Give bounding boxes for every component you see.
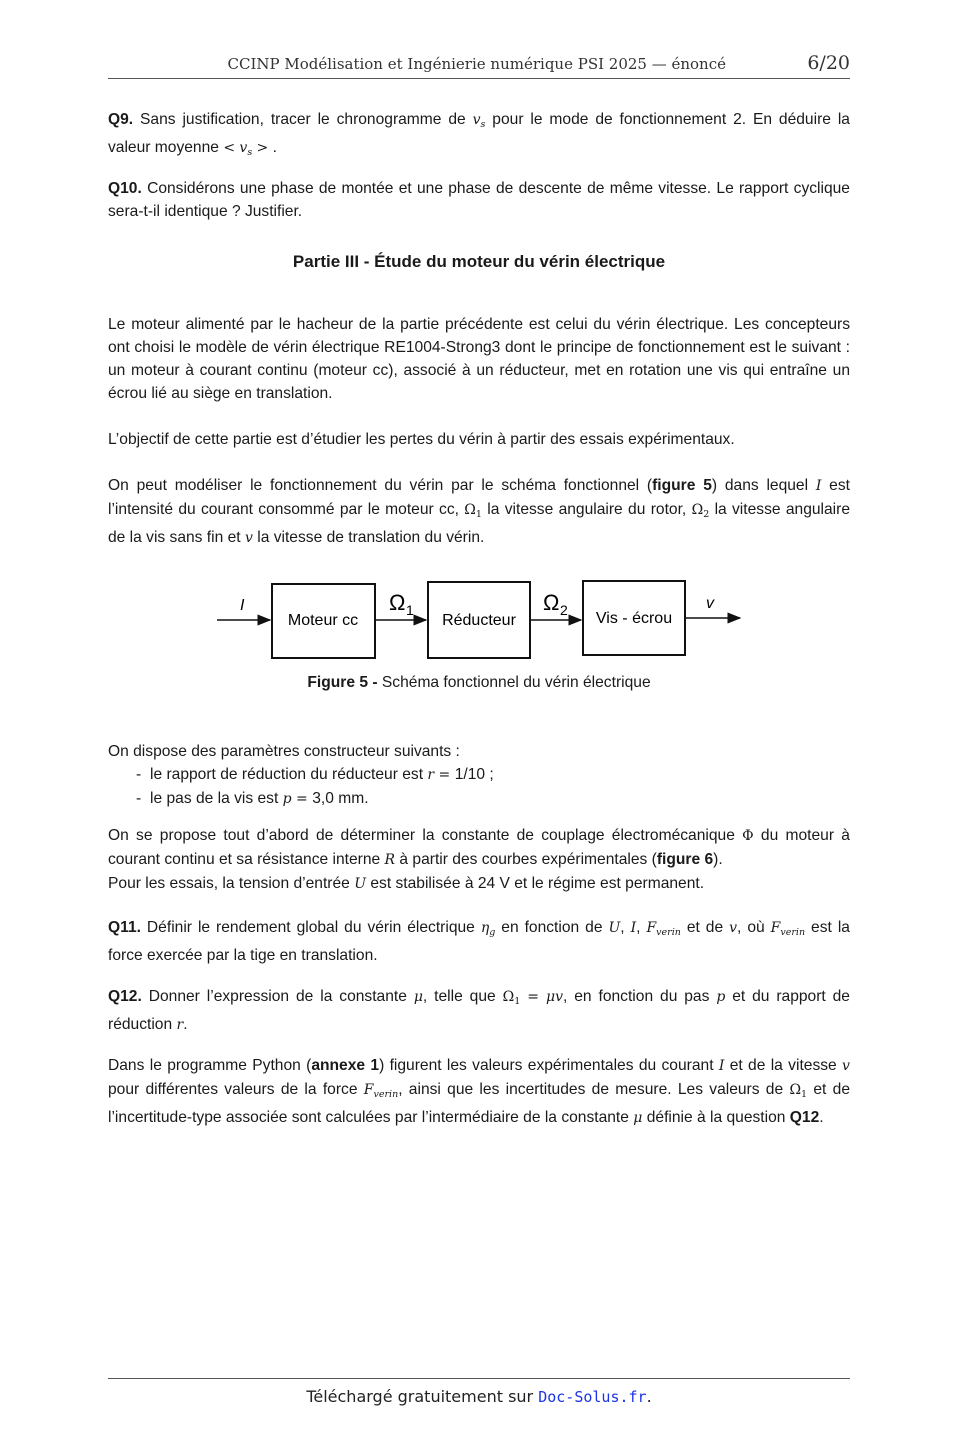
output-label: v: [706, 595, 714, 612]
q9-open: <: [223, 140, 236, 156]
list-item: [108, 763, 850, 787]
var-R: R: [384, 852, 396, 868]
para4-t1: On se propose tout d’abord de déterminer la constante de couplage électromécanique: [108, 827, 735, 844]
para5-t6: et de l’incertitude-type associée sont calculées par l’intermédiaire de la constante: [108, 1081, 850, 1126]
q12-label: Q12.: [108, 988, 142, 1005]
para4-t3: à partir des courbes expérimentales (: [399, 851, 657, 868]
paragraph-objective: L’objectif de cette partie est d’étudier les pertes du vérin à partir des essais expérimentaux.: [108, 431, 735, 448]
q12-t1: Donner l’expression de la constante: [148, 988, 407, 1005]
q11-t3: et de: [686, 919, 724, 936]
para5-t7: définie à la question: [646, 1109, 786, 1126]
param2-eq: =: [291, 791, 313, 807]
q9-text-1: Sans justification, tracer le chronogramme de: [140, 111, 466, 128]
var-phi: Φ: [742, 828, 754, 844]
question-q12: [108, 985, 850, 1037]
caption-label: Figure 5 -: [307, 674, 378, 691]
para5-t3: et de la vitesse: [729, 1057, 837, 1074]
block-reducteur-label: Réducteur: [442, 612, 516, 629]
q9-close: >: [256, 140, 269, 156]
q12-eq: = μv: [520, 989, 564, 1005]
block-vis-ecrou-label: Vis - écrou: [595, 610, 673, 627]
footer-text: Téléchargé gratuitement sur: [306, 1387, 534, 1406]
param1-var: r: [427, 767, 435, 783]
para5-t5: , ainsi que les incertitudes de mesure. Les valeurs de: [398, 1081, 784, 1098]
para4-t2: du moteur à courant continu et sa résistance interne: [108, 827, 850, 868]
omega-1-subscript: 1: [406, 602, 414, 618]
paragraph-model: [108, 474, 850, 550]
input-label: I: [240, 597, 245, 614]
para5-I: I: [718, 1058, 725, 1074]
omega-1-label: Ω: [389, 590, 406, 615]
q11-U: U: [608, 920, 621, 936]
q12-omega-sub: 1: [514, 996, 521, 1007]
para3-t1: On peut modéliser le fonctionnement du vérin par le schéma fonctionnel (: [108, 477, 653, 494]
para5-omega-sub: 1: [801, 1089, 808, 1100]
page-number: 6/20: [807, 52, 850, 74]
q9-var: v: [472, 112, 481, 128]
q11-t1: Définir le rendement global du vérin électrique: [146, 919, 475, 936]
para5-t4: pour différentes valeurs de la force: [108, 1081, 358, 1098]
param2-var: p: [282, 791, 292, 807]
para5-t2: ) figurent les valeurs expérimentales du courant: [379, 1057, 714, 1074]
var-v: v: [244, 530, 253, 546]
q9-label: Q9.: [108, 111, 134, 128]
para5-t1: Dans le programme Python (: [108, 1057, 312, 1074]
footer-link[interactable]: Doc-Solus.fr: [538, 1388, 647, 1406]
annexe-ref: annexe 1: [311, 1057, 380, 1074]
header-title: CCINP Modélisation et Ingénierie numérique PSI 2025 — énoncé: [227, 55, 726, 73]
q12-t2: , telle que: [422, 988, 496, 1005]
para3-t6: la vitesse de translation du vérin.: [257, 529, 485, 546]
para4-t4: ).: [713, 851, 723, 868]
q12-t3: , en fonction du pas: [563, 988, 710, 1005]
param1-text: le rapport de réduction du réducteur est: [150, 766, 424, 783]
var-I: I: [815, 478, 822, 494]
q11-F-2: F: [770, 920, 781, 936]
para3-t5: la vitesse angulaire de la vis sans fin et: [108, 501, 851, 546]
block-moteur-label: Moteur cc: [287, 612, 359, 629]
q9-text-3: .: [272, 139, 277, 156]
params-list: [108, 763, 850, 811]
param2-text: le pas de la vis est: [150, 790, 279, 807]
para5-omega: Ω: [789, 1082, 802, 1098]
omega-1-sub: 1: [475, 509, 482, 520]
figure-caption: [108, 674, 850, 692]
q11-label: Q11.: [108, 919, 141, 936]
caption-text: Schéma fonctionnel du vérin électrique: [377, 674, 651, 691]
param2-value: 3,0 mm.: [312, 790, 369, 807]
omega-2-label: Ω: [543, 590, 560, 615]
paragraph-constants: [108, 824, 850, 896]
var-mu: μ: [413, 989, 423, 1005]
q10-text: Considérons une phase de montée et une phase de descente de même vitesse. Le rapport cyclique sera-t-il identique ? Justifier.: [108, 180, 850, 220]
q12-omega: Ω: [502, 989, 515, 1005]
para4-t5: Pour les essais, la tension d’entrée: [108, 875, 350, 892]
para5-F: F: [363, 1082, 374, 1098]
page-footer: [108, 1378, 850, 1406]
para5-F-sub: verin: [373, 1089, 399, 1100]
list-item: [108, 787, 850, 811]
page-header: [108, 52, 850, 79]
para5-v: v: [842, 1058, 850, 1074]
figure-6-ref: figure 6: [656, 851, 714, 868]
q9-var-sub: s: [480, 119, 486, 130]
para4-t6: est stabilisée à 24 V et le régime est permanent.: [370, 875, 705, 892]
question-q9: [108, 108, 850, 164]
q11-I: I: [630, 920, 637, 936]
q11-v: v: [729, 920, 738, 936]
footer-end: .: [646, 1387, 652, 1406]
var-eta: η: [480, 920, 490, 936]
q9-var-2: v: [239, 140, 248, 156]
para3-t3: est l’intensité du courant consommé par le moteur cc,: [108, 477, 850, 518]
param1-eq: =: [434, 767, 455, 783]
section-title: Partie III - Étude du moteur du vérin électrique: [292, 252, 666, 271]
var-omega-1: Ω: [464, 502, 476, 518]
q12-t5: .: [183, 1016, 188, 1033]
eta-sub: g: [489, 927, 496, 938]
q9-var-sub-2: s: [247, 147, 253, 158]
q11-F: F: [646, 920, 657, 936]
block-diagram: [108, 572, 758, 668]
q12-t4: et du rapport de réduction: [108, 988, 850, 1033]
omega-2-subscript: 2: [560, 602, 568, 618]
figure-ref: figure 5: [652, 477, 712, 494]
q10-label: Q10.: [108, 180, 142, 197]
params-intro: On dispose des paramètres constructeur suivants :: [108, 743, 460, 760]
param1-value: 1/10 ;: [454, 766, 494, 783]
q12-p: p: [716, 989, 726, 1005]
q11-F-sub: verin: [656, 927, 681, 938]
var-U: U: [354, 876, 366, 892]
omega-2-sub: 2: [703, 509, 710, 520]
q11-t5: est la force exercée par la tige en translation.: [108, 919, 850, 964]
q12-ref: Q12: [789, 1109, 820, 1126]
q9-text-2: pour le mode de fonctionnement 2. En déduire la valeur moyenne: [108, 111, 850, 156]
para5-mu: μ: [633, 1110, 643, 1126]
para5-t8: .: [819, 1109, 824, 1126]
paragraph-intro: Le moteur alimenté par le hacheur de la partie précédente est celui du vérin électrique. Les concepteurs ont choisi le modèle de vérin électrique RE1004-Strong3 dont le principe de fonctionnement est le suivant : un moteur à courant continu (moteur cc), associé à un réducteur, met en rotation une vis qui entraîne un écrou lié au siège en translation.: [108, 316, 850, 402]
para3-t4: la vitesse angulaire du rotor,: [487, 501, 687, 518]
question-q10: [108, 177, 850, 223]
q11-t4: , où: [737, 919, 765, 936]
paragraph-python: [108, 1054, 850, 1130]
q11-t2: en fonction de: [501, 919, 603, 936]
question-q11: Q11. Définir le rendement global du vérin électrique $\eta_g$ en fonction de U, I, $F_{verin}$ et de v, où $F_{verin}$ est la force exercée par la tige en translation.: [108, 919, 850, 964]
para3-t2: ) dans lequel: [711, 477, 809, 494]
q12-r: r: [176, 1017, 184, 1033]
q11-F-sub-2: verin: [780, 927, 806, 938]
var-omega-2: Ω: [691, 502, 704, 518]
